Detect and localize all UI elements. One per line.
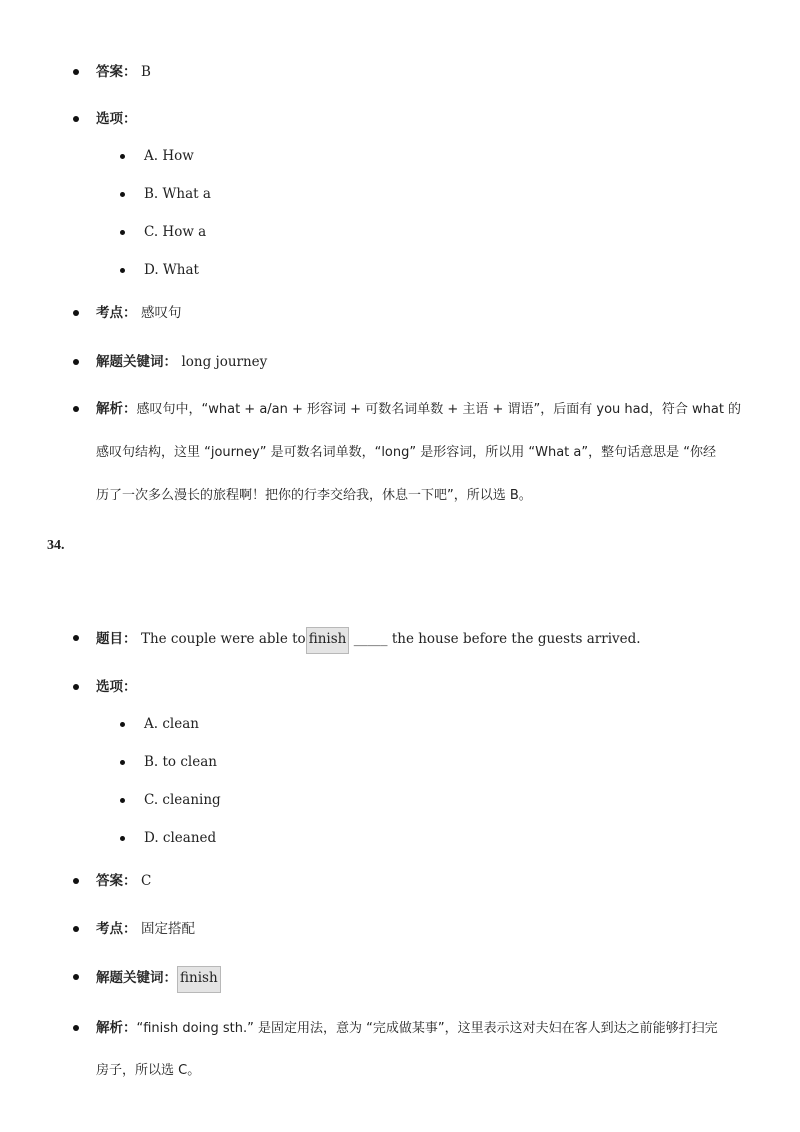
option-text: B. to clean — [144, 754, 217, 770]
keyword-value: long journey — [181, 354, 268, 370]
bullet-icon — [120, 154, 125, 159]
keyword-value: finish — [177, 966, 221, 993]
answer-value: C — [140, 873, 152, 889]
option-text: C. How a — [144, 224, 207, 240]
bullet-icon — [73, 406, 79, 412]
bullet-icon — [73, 1025, 79, 1031]
analysis-line: 历了一次多么漫长的旅程啊！把你的行李交给我，休息一下吧”，所以选 B。 — [96, 488, 532, 503]
option-text: A. clean — [144, 716, 199, 732]
bullet-icon — [120, 192, 125, 197]
question-text-after: _____ the house before the guests arrived. — [353, 631, 641, 647]
option-text: D. What — [144, 262, 199, 278]
bullet-icon — [73, 926, 79, 932]
analysis-line: 房子，所以选 C。 — [96, 1063, 201, 1078]
bullet-icon — [120, 760, 125, 765]
bullet-icon — [73, 116, 79, 122]
point-label: 考点 — [96, 921, 123, 937]
question-text-before: The couple were able to — [140, 631, 306, 647]
keyword-label: 解题关键词 — [96, 354, 164, 370]
point-value: 感叹句 — [140, 305, 182, 321]
option-text: B. What a — [144, 186, 211, 202]
option-text: D. cleaned — [144, 830, 217, 846]
bullet-icon — [120, 836, 125, 841]
answer-value: B — [140, 64, 151, 80]
bullet-icon — [73, 684, 79, 690]
answer-label: 答案 — [96, 873, 123, 889]
bullet-icon — [73, 69, 79, 75]
bullet-icon — [120, 230, 125, 235]
answer-label: 答案 — [96, 64, 123, 80]
options-label: 选项 — [96, 679, 123, 695]
highlighted-word: finish — [306, 627, 350, 654]
option-text: C. cleaning — [144, 792, 221, 808]
option-text: A. How — [144, 148, 194, 164]
bullet-icon — [120, 722, 125, 727]
bullet-icon — [73, 359, 79, 365]
analysis-line: 感叹句结构，这里 “journey” 是可数名词单数，“long” 是形容词，所以用 “What a”，整句话意思是 “你经 — [96, 445, 716, 460]
analysis-line: 感叹句中，“what + a/an + 形容词 + 可数名词单数 + 主语 + 谓语”，后面有 you had，符合 what 的 — [136, 402, 742, 417]
keyword-label: 解题关键词 — [96, 970, 164, 986]
bullet-icon — [73, 310, 79, 316]
analysis-line: “finish doing sth.” 是固定用法，意为 “完成做某事”，这里表示这对夫妇在客人到达之前能够打扫完 — [136, 1021, 718, 1036]
analysis-label: 解析 — [96, 401, 123, 417]
bullet-icon — [120, 268, 125, 273]
question-label: 题目 — [96, 631, 123, 647]
analysis-label: 解析 — [96, 1020, 123, 1036]
options-label: 选项 — [96, 111, 123, 127]
bullet-icon — [120, 798, 125, 803]
point-label: 考点 — [96, 305, 123, 321]
bullet-icon — [73, 635, 79, 641]
bullet-icon — [73, 878, 79, 884]
question-number: 34. — [47, 538, 65, 553]
bullet-icon — [73, 974, 79, 980]
point-value: 固定搭配 — [140, 921, 195, 937]
